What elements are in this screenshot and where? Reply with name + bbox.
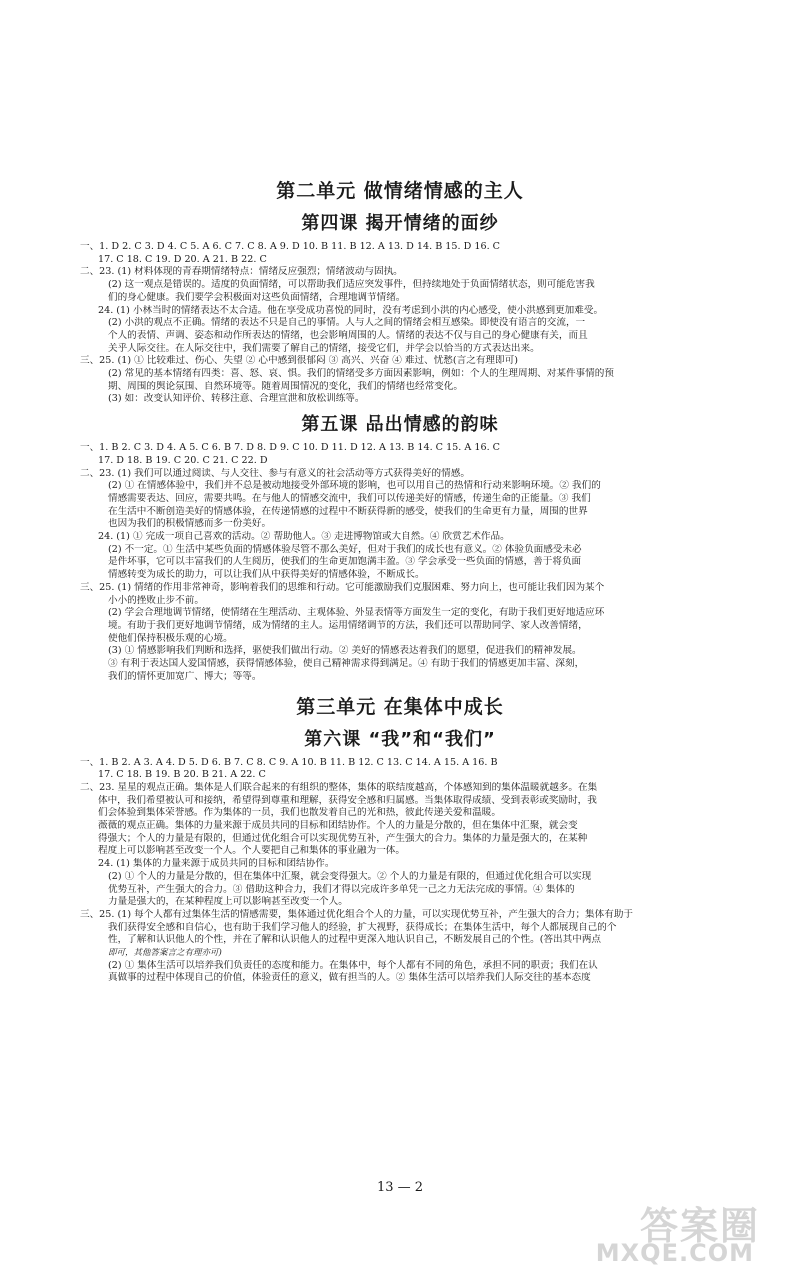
answer-line: 我们的情怀更加宽广、博大；等等。 (108, 670, 262, 682)
lesson-6-answers (80, 757, 720, 986)
answer-line: 小小的挫败止步不前。 (108, 594, 204, 606)
answer-line: 24. (1) 小林当时的情绪表达不太合适。他在享受成功喜悦的同时，没有考虑到小洪的内心感受，使小洪感到更加难受。 (98, 304, 604, 316)
answer-line: 境。有助于我们更好地调节情绪，成为情绪的主人。运用情绪调节的方法，我们还可以帮助同学、家人改善情绪， (108, 619, 588, 631)
answer-line: (2) 学会合理地调节情绪，使情绪在生理活动、主观体验、外显表情等方面发生一定的变化，有助于我们更好地适应环 (108, 607, 605, 619)
answer-line: 们的身心健康。我们要学会积极面对这些负面情绪，合理地调节情绪。 (108, 291, 406, 303)
answer-line: 情感转变为成长的助力，可以让我们从中获得美好的情感体验，不断成长。 (108, 569, 425, 581)
lesson-4-title: 第四课 揭开情绪的面纱 (301, 213, 499, 234)
unit-3-title: 第三单元 在集体中成长 (296, 695, 504, 718)
answer-line: 一、1. B 2. A 3. A 4. D 5. D 6. B 7. C 8. C 9. A 10. B 11. B 12. C 13. C 14. A 15. A 16. B (80, 756, 498, 768)
answer-line: 也因为我们的积极情感而多一份美好。 (108, 518, 272, 530)
answer-line: 17. D 18. B 19. C 20. C 21. C 22. D (98, 454, 268, 466)
answer-line: ③ 有利于表达国人爱国情感，获得情感体验，使自己精神需求得到满足。④ 有助于我们的情感更加丰富、深刻， (108, 658, 585, 670)
answer-line: 个人的表情、声调、姿态和动作所表达的情绪，也会影响周围的人。情绪的表达不仅与自己的身心健康有关，而且 (108, 329, 588, 341)
answer-line: 得强大；个人的力量是有限的，但通过优化组合可以实现优势互补，产生强大的合力。集体的力量是强大的，在某种 (98, 832, 588, 844)
answer-line: (2) 这一观点是错误的。适度的负面情绪，可以帮助我们适应突发事件，但持续地处于负面情绪状态，则可能危害我 (108, 279, 595, 291)
answer-line: 程度上可以影响甚至改变一个人。个人要把自己和集体的事业融为一体。 (98, 845, 405, 857)
answer-line: (2) 小洪的观点不正确。情绪的表达不只是自己的事情。人与人之间的情绪会相互感染。即使没有语言的交流，一 (108, 317, 586, 329)
answer-line: 17. C 18. B 19. B 20. B 21. A 22. C (98, 769, 266, 781)
answer-line: 真做事的过程中体现自己的价值，体验责任的意义，做有担当的人。② 集体生活可以培养我们人际交往的基本态度 (108, 972, 591, 984)
answer-line: 24. (1) 集体的力量来源于成员共同的目标和团结协作。 (98, 858, 335, 870)
answer-line: 二、23. 星星的观点正确。集体是人们联合起来的有组织的整体，集体的联结度越高，个体感知到的集体温暖就越多。在集 (80, 781, 598, 793)
page-number: 13 — 2 (376, 1180, 424, 1195)
answer-note: 即可，其他答案言之有理亦可) (108, 948, 222, 959)
answer-line: (3) ① 情感影响我们判断和选择，驱使我们做出行动。② 美好的情感表达着我们的愿望，促进我们的精神发展。 (108, 645, 582, 657)
watermark-url: MXQE.COM (595, 1239, 754, 1267)
lesson-5-answers (80, 442, 720, 683)
answer-line: 关乎人际交往。在人际交往中，我们需要了解自己的情绪，接受它们，并学会以恰当的方式表达出来。 (108, 342, 540, 354)
answer-line: 17. C 18. C 19. D 20. A 21. B 22. C (98, 253, 267, 265)
answer-line: 一、1. D 2. C 3. D 4. C 5. A 6. C 7. C 8. A 9. D 10. B 11. B 12. A 13. D 14. B 15. D 16. C (80, 241, 501, 252)
answer-line: 薇薇的观点正确。集体的力量来源于成员共同的目标和团结协作。个人的力量是分散的，但在集体中汇聚，就会变 (98, 820, 578, 832)
answer-page (80, 168, 720, 985)
answer-line: (2) ① 个人的力量是分散的，但在集体中汇聚，就会变得强大。② 个人的力量是有限的，但通过优化组合可以实现 (108, 870, 592, 882)
answer-line: 三、25. (1) 情绪的作用非常神奇，影响着我们的思维和行动。它可能激励我们克服困难、努力向上，也可能让我们因为某个 (80, 581, 605, 593)
watermark-text: 答案圈 (639, 1204, 760, 1248)
answer-line: 体中，我们希望被认可和接纳，希望得到尊重和理解，获得安全感和归属感。当集体取得成绩、受到表彰或奖励时，我 (98, 794, 597, 806)
answer-line: 在生活中不断创造美好的情感体验，在传递情感的过程中不断获得新的感受，使我们的生命更有力量，周围的世界 (108, 505, 588, 517)
answer-line: 一、1. B 2. C 3. D 4. A 5. C 6. B 7. D 8. D 9. C 10. D 11. D 12. A 13. B 14. C 15. A 16. C (80, 442, 501, 454)
answer-line: 我们获得安全感和自信心，也有助于我们学习他人的经验，扩大视野，获得成长；在集体生活中，每个人都展现自己的个 (108, 921, 617, 933)
answer-line: 性，了解和认识他人的个性，并在了解和认识他人的过程中更深入地认识自己，不断发展自己的个性。(答出其中两点 (108, 934, 602, 946)
answer-line: 们会体验到集体荣誉感。作为集体的一员，我们也散发着自己的光和热，彼此传递关爱和温暖。 (98, 807, 501, 819)
answer-line: 期、周围的舆论氛围、自然环境等。随着周围情况的变化，我们的情绪也经常变化。 (108, 380, 463, 392)
answer-line: 情感需要表达、回应，需要共鸣。在与他人的情感交流中，我们可以传递美好的情感，传递生命的正能量。③ 我们 (108, 492, 591, 504)
answer-line: 力量是强大的，在某种程度上可以影响甚至改变一个人。 (108, 896, 348, 908)
lesson-4-answers (80, 241, 720, 406)
answer-line: (3) 如：改变认知评价、转移注意、合理宣泄和放松训练等。 (108, 393, 365, 405)
answer-line: (2) 不一定。① 生活中某些负面的情感体验尽管不那么美好，但对于我们的成长也有意义。② 体验负面感受未必 (108, 543, 582, 555)
answer-line: 三、25. (1) 每个人都有过集体生活的情感需要，集体通过优化组合个人的力量，可以实现优势互补，产生强大的合力；集体有助于 (80, 908, 634, 920)
answer-line: (2) ① 在情感体验中，我们并不总是被动地接受外部环境的影响，也可以用自己的热情和行动来影响环境。② 我们的 (108, 480, 601, 492)
answer-line: 是件坏事，它可以丰富我们的人生阅历，使我们的生命更加饱满丰盈。③ 学会承受一些负面的情感，善于将负面 (108, 556, 582, 568)
watermark-logo (560, 1195, 760, 1265)
answer-line: 24. (1) ① 完成一项自己喜欢的活动。② 帮助他人。③ 走进博物馆或大自然。④ 欣赏艺术作品。 (98, 531, 510, 543)
lesson-5-title: 第五课 品出情感的韵味 (301, 414, 499, 436)
answer-line: (2) 常见的基本情绪有四类：喜、怒、哀、惧。我们的情绪受多方面因素影响，例如：个人的生理周期、对某件事情的预 (108, 368, 614, 380)
answer-line: 二、23. (1) 材料体现的青春期情绪特点：情绪反应强烈；情绪波动与固执。 (80, 266, 403, 278)
lesson-6-title: 第六课 “我”和“我们” (304, 728, 496, 750)
answer-line: (2) ① 集体生活可以培养我们负责任的态度和能力。在集体中，每个人都有不同的角色，承担不同的职责；我们在认 (108, 959, 598, 971)
answer-line: 三、25. (1) ① 比较难过、伤心、失望 ② 心中感到很郁闷 ③ 高兴、兴奋 ④ 难过、忧愁(言之有理即可) (80, 355, 518, 367)
answer-line: 优势互补，产生强大的合力。③ 借助这种合力，我们才得以完成许多单凭一己之力无法完成的事情。④ 集体的 (108, 883, 575, 895)
answer-line: 二、23. (1) 我们可以通过阅读、与人交往、参与有意义的社会活动等方式获得美好的情感。 (80, 467, 470, 479)
unit-2-title: 第二单元 做情绪情感的主人 (276, 180, 524, 202)
answer-line: 使他们保持积极乐观的心境。 (108, 632, 233, 644)
